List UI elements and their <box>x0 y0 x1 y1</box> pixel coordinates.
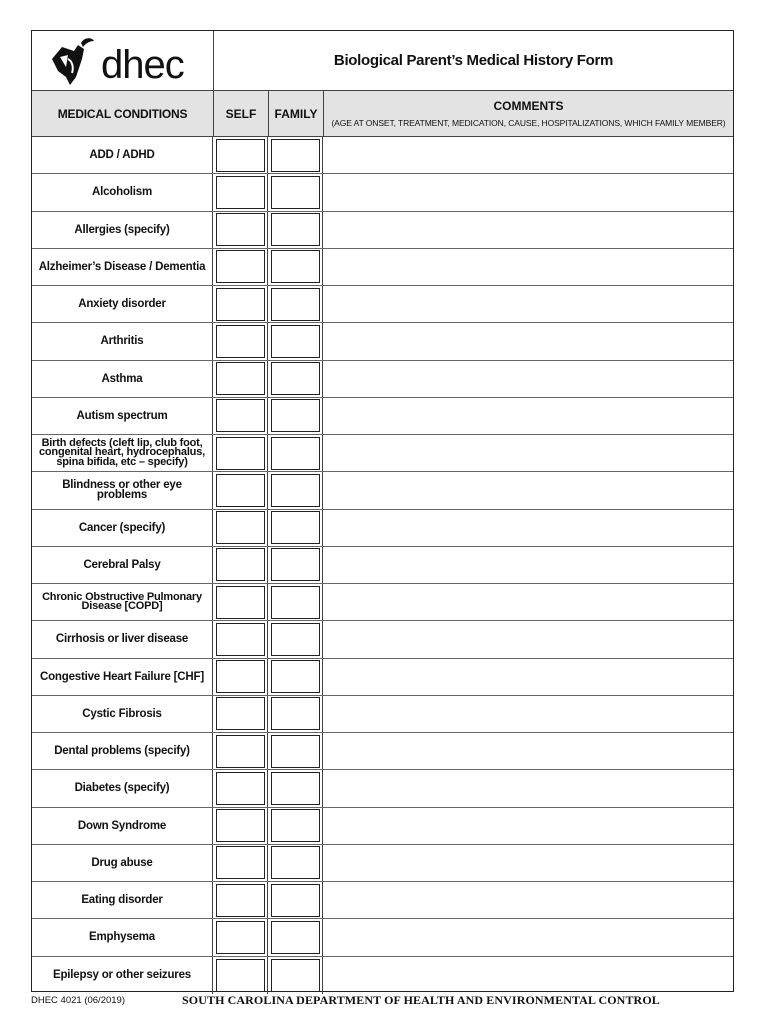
family-checkbox[interactable] <box>271 660 320 693</box>
family-checkbox[interactable] <box>271 884 320 917</box>
comments-field[interactable] <box>323 733 733 769</box>
condition-row <box>32 659 733 696</box>
self-checkbox[interactable] <box>216 325 265 358</box>
condition-row <box>32 547 733 584</box>
self-checkbox[interactable] <box>216 548 265 581</box>
family-checkbox[interactable] <box>271 697 320 730</box>
self-cell <box>213 286 268 322</box>
self-checkbox[interactable] <box>216 921 265 954</box>
family-checkbox[interactable] <box>271 176 320 209</box>
family-cell <box>268 919 323 955</box>
comments-field[interactable] <box>323 435 733 471</box>
condition-row <box>32 584 733 621</box>
agency-name: SOUTH CAROLINA DEPARTMENT OF HEALTH AND ENVIRONMENTAL CONTROL <box>182 993 660 1007</box>
family-cell <box>268 659 323 695</box>
family-cell <box>268 770 323 806</box>
self-checkbox[interactable] <box>216 176 265 209</box>
condition-label: Allergies (specify) <box>32 212 213 248</box>
self-cell <box>213 659 268 695</box>
header-self: SELF <box>214 91 269 136</box>
family-checkbox[interactable] <box>271 250 320 283</box>
condition-label: Cirrhosis or liver disease <box>32 621 213 657</box>
self-cell <box>213 472 268 508</box>
self-cell <box>213 957 268 994</box>
condition-row <box>32 882 733 919</box>
family-cell <box>268 957 323 994</box>
self-checkbox[interactable] <box>216 772 265 805</box>
self-cell <box>213 584 268 620</box>
logo-wordmark: dhec <box>101 43 184 87</box>
self-cell <box>213 547 268 583</box>
self-checkbox[interactable] <box>216 660 265 693</box>
family-checkbox[interactable] <box>271 623 320 656</box>
form-number: DHEC 4021 (06/2019) <box>31 995 125 1006</box>
self-cell <box>213 137 268 173</box>
condition-row <box>32 137 733 174</box>
comments-field[interactable] <box>323 957 733 994</box>
self-checkbox[interactable] <box>216 474 265 507</box>
condition-row <box>32 919 733 956</box>
condition-row <box>32 696 733 733</box>
column-headers <box>32 91 733 137</box>
condition-row <box>32 361 733 398</box>
family-checkbox[interactable] <box>271 213 320 246</box>
condition-label: Alzheimer’s Disease / Dementia <box>32 249 213 285</box>
self-cell <box>213 510 268 546</box>
self-cell <box>213 249 268 285</box>
self-checkbox[interactable] <box>216 139 265 172</box>
self-checkbox[interactable] <box>216 884 265 917</box>
self-checkbox[interactable] <box>216 846 265 879</box>
family-cell <box>268 361 323 397</box>
self-checkbox[interactable] <box>216 697 265 730</box>
family-cell <box>268 547 323 583</box>
form-title: Biological Parent’s Medical History Form <box>333 52 614 69</box>
condition-row <box>32 845 733 882</box>
condition-label: Cerebral Palsy <box>32 547 213 583</box>
self-checkbox[interactable] <box>216 288 265 321</box>
condition-label: Asthma <box>32 361 213 397</box>
condition-row <box>32 212 733 249</box>
header-comments <box>324 91 733 136</box>
condition-row <box>32 174 733 211</box>
condition-row <box>32 435 733 472</box>
self-cell <box>213 919 268 955</box>
condition-label: Cystic Fibrosis <box>32 696 213 732</box>
family-checkbox[interactable] <box>271 325 320 358</box>
self-cell <box>213 398 268 434</box>
family-checkbox[interactable] <box>271 437 320 470</box>
condition-row <box>32 472 733 509</box>
self-cell <box>213 808 268 844</box>
self-cell <box>213 621 268 657</box>
condition-label: Chronic Obstructive Pulmonary Disease [COPD] <box>32 584 213 620</box>
condition-label: Drug abuse <box>32 845 213 881</box>
family-cell <box>268 472 323 508</box>
comments-field[interactable] <box>323 361 733 397</box>
family-checkbox[interactable] <box>271 809 320 842</box>
condition-rows <box>32 137 733 994</box>
condition-label: Congestive Heart Failure [CHF] <box>32 659 213 695</box>
family-cell <box>268 398 323 434</box>
self-checkbox[interactable] <box>216 437 265 470</box>
family-cell <box>268 808 323 844</box>
family-cell <box>268 882 323 918</box>
comments-field[interactable] <box>323 398 733 434</box>
condition-label: Epilepsy or other seizures <box>32 957 213 994</box>
self-checkbox[interactable] <box>216 250 265 283</box>
comments-field[interactable] <box>323 882 733 918</box>
family-checkbox[interactable] <box>271 399 320 432</box>
condition-label: Dental problems (specify) <box>32 733 213 769</box>
condition-row <box>32 398 733 435</box>
self-cell <box>213 845 268 881</box>
comments-field[interactable] <box>323 659 733 695</box>
family-checkbox[interactable] <box>271 735 320 768</box>
condition-label: Down Syndrome <box>32 808 213 844</box>
header-family: FAMILY <box>269 91 324 136</box>
self-checkbox[interactable] <box>216 959 265 992</box>
family-cell <box>268 212 323 248</box>
condition-row <box>32 323 733 360</box>
condition-row <box>32 808 733 845</box>
family-cell <box>268 510 323 546</box>
comments-field[interactable] <box>323 137 733 173</box>
family-checkbox[interactable] <box>271 139 320 172</box>
self-cell <box>213 361 268 397</box>
family-checkbox[interactable] <box>271 474 320 507</box>
condition-label: ADD / ADHD <box>32 137 213 173</box>
self-checkbox[interactable] <box>216 809 265 842</box>
family-checkbox[interactable] <box>271 921 320 954</box>
comments-field[interactable] <box>323 808 733 844</box>
condition-label: Eating disorder <box>32 882 213 918</box>
condition-label: Cancer (specify) <box>32 510 213 546</box>
self-cell <box>213 435 268 471</box>
comments-field[interactable] <box>323 323 733 359</box>
condition-row <box>32 510 733 547</box>
comments-field[interactable] <box>323 249 733 285</box>
condition-row <box>32 286 733 323</box>
self-checkbox[interactable] <box>216 399 265 432</box>
family-cell <box>268 137 323 173</box>
comments-field[interactable] <box>323 621 733 657</box>
self-checkbox[interactable] <box>216 362 265 395</box>
self-cell <box>213 882 268 918</box>
condition-label: Autism spectrum <box>32 398 213 434</box>
comments-field[interactable] <box>323 696 733 732</box>
condition-row <box>32 621 733 658</box>
condition-row <box>32 733 733 770</box>
family-cell <box>268 174 323 210</box>
family-cell <box>268 733 323 769</box>
family-checkbox[interactable] <box>271 959 320 992</box>
family-cell <box>268 286 323 322</box>
comments-title: COMMENTS <box>493 99 564 113</box>
condition-row <box>32 249 733 286</box>
self-cell <box>213 212 268 248</box>
comments-field[interactable] <box>323 510 733 546</box>
condition-row <box>32 770 733 807</box>
self-cell <box>213 733 268 769</box>
self-checkbox[interactable] <box>216 511 265 544</box>
comments-field[interactable] <box>323 212 733 248</box>
condition-label: Blindness or other eye problems <box>32 472 213 508</box>
comments-field[interactable] <box>323 584 733 620</box>
medical-history-form <box>31 30 734 992</box>
family-checkbox[interactable] <box>271 586 320 619</box>
form-header <box>32 31 733 91</box>
family-cell <box>268 845 323 881</box>
comments-field[interactable] <box>323 472 733 508</box>
condition-label: Alcoholism <box>32 174 213 210</box>
comments-field[interactable] <box>323 770 733 806</box>
family-checkbox[interactable] <box>271 511 320 544</box>
comments-field[interactable] <box>323 547 733 583</box>
comments-field[interactable] <box>323 286 733 322</box>
family-checkbox[interactable] <box>271 362 320 395</box>
family-checkbox[interactable] <box>271 772 320 805</box>
condition-label: Birth defects (cleft lip, club foot, congenital heart, hydrocephalus, spina bifida, etc – specify) <box>32 435 213 471</box>
family-cell <box>268 249 323 285</box>
header-medical-conditions: MEDICAL CONDITIONS <box>32 91 214 136</box>
family-cell <box>268 323 323 359</box>
family-cell <box>268 621 323 657</box>
self-cell <box>213 174 268 210</box>
dhec-logo <box>32 31 214 90</box>
condition-label: Arthritis <box>32 323 213 359</box>
self-checkbox[interactable] <box>216 735 265 768</box>
self-checkbox[interactable] <box>216 623 265 656</box>
family-cell <box>268 584 323 620</box>
condition-label: Anxiety disorder <box>32 286 213 322</box>
family-checkbox[interactable] <box>271 548 320 581</box>
self-checkbox[interactable] <box>216 586 265 619</box>
condition-label: Diabetes (specify) <box>32 770 213 806</box>
comments-subtitle: (AGE AT ONSET, TREATMENT, MEDICATION, CAUSE, HOSPITALIZATIONS, WHICH FAMILY MEMBER) <box>331 118 726 128</box>
family-cell <box>268 696 323 732</box>
state-leaf-icon <box>48 37 108 89</box>
self-checkbox[interactable] <box>216 213 265 246</box>
condition-row <box>32 957 733 994</box>
family-cell <box>268 435 323 471</box>
comments-field[interactable] <box>323 174 733 210</box>
family-checkbox[interactable] <box>271 288 320 321</box>
self-cell <box>213 323 268 359</box>
family-checkbox[interactable] <box>271 846 320 879</box>
self-cell <box>213 770 268 806</box>
comments-field[interactable] <box>323 845 733 881</box>
self-cell <box>213 696 268 732</box>
condition-label: Emphysema <box>32 919 213 955</box>
comments-field[interactable] <box>323 919 733 955</box>
